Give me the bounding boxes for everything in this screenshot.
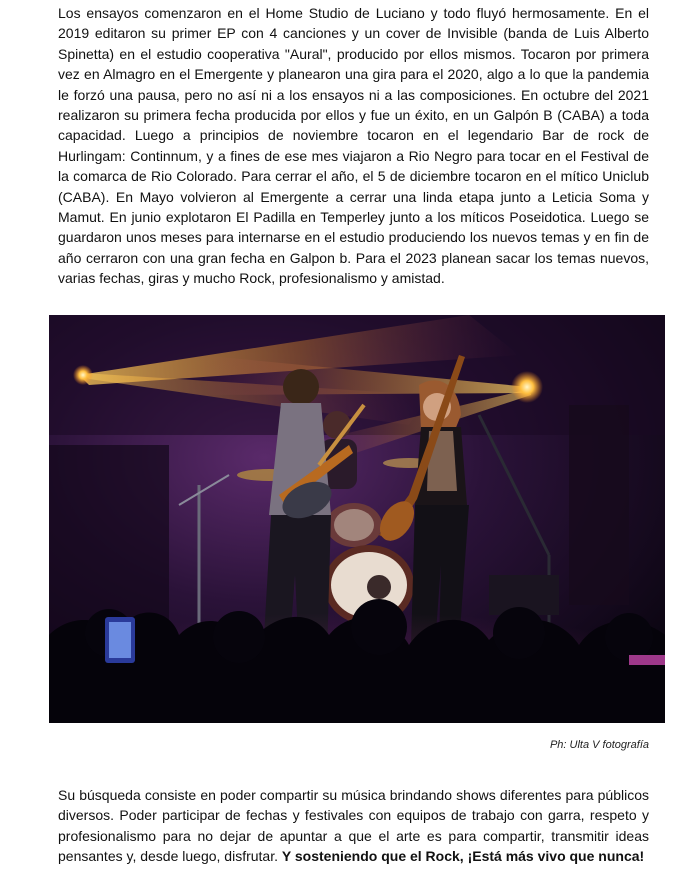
paragraph-band-history: Los ensayos comenzaron en el Home Studio de Luciano y todo fluyó hermosamente. En el 2019 editaron su primer EP con 4 canciones y un cover de Invisible (banda de Luis Alberto Spinetta) en el estudio cooperativa "Aural", producido por ellos mismos. Tocaron por primera vez en Almagro en el Emergente y planearon una gira para el 2020, algo a lo que la pandemia le forzó una pausa, pero no así ni a los ensayos ni a las composiciones. En octubre del 2021 realizaron su primera fecha producida por ellos y fue un éxito, en un Galpón B (CABA) a toda capacidad. Luego a principios de noviembre tocaron en el legendario Bar de rock de Hurlingam: Continnum, y a fines de ese mes viajaron a Rio Negro para tocar en el Festival de la comarca de Rio Colorado. Para cerrar el año, el 5 de diciembre tocaron en el mítico Uniclub (CABA). En Mayo volvieron al Emergente a cerrar una linda etapa junto a Leticia Soma y Mamut. En junio explotaron El Padilla en Temperley junto a los míticos Poseidotica. Luego se guardaron unos meses para internarse en el estudio produciendo los nuevos temas y en fin de año cerraron con una gran fecha en Galpon b. Para el 2023 planean sacar los temas nuevos, varias fechas, giras y mucho Rock, profesionalismo y amistad. [58, 5, 649, 287]
paragraph-band-mission [58, 785, 649, 867]
mission-text: Su búsqueda consiste en poder compartir su música brindando shows diferentes para públicos diversos. Poder participar de fechas y festivales con equipos de trabajo con garra, respeto y profesionalismo para no dejar de apuntar a que el arte es para compartir, transmitir ideas pensantes y, desde luego, disfrutar. [58, 787, 649, 865]
closing-statement: Y sosteniendo que el Rock, ¡Está más vivo que nunca! [281, 848, 645, 865]
photo-credit: Ph: Ulta V fotografía [549, 739, 649, 751]
concert-photo [49, 315, 665, 723]
concert-scene-illustration [49, 315, 665, 723]
